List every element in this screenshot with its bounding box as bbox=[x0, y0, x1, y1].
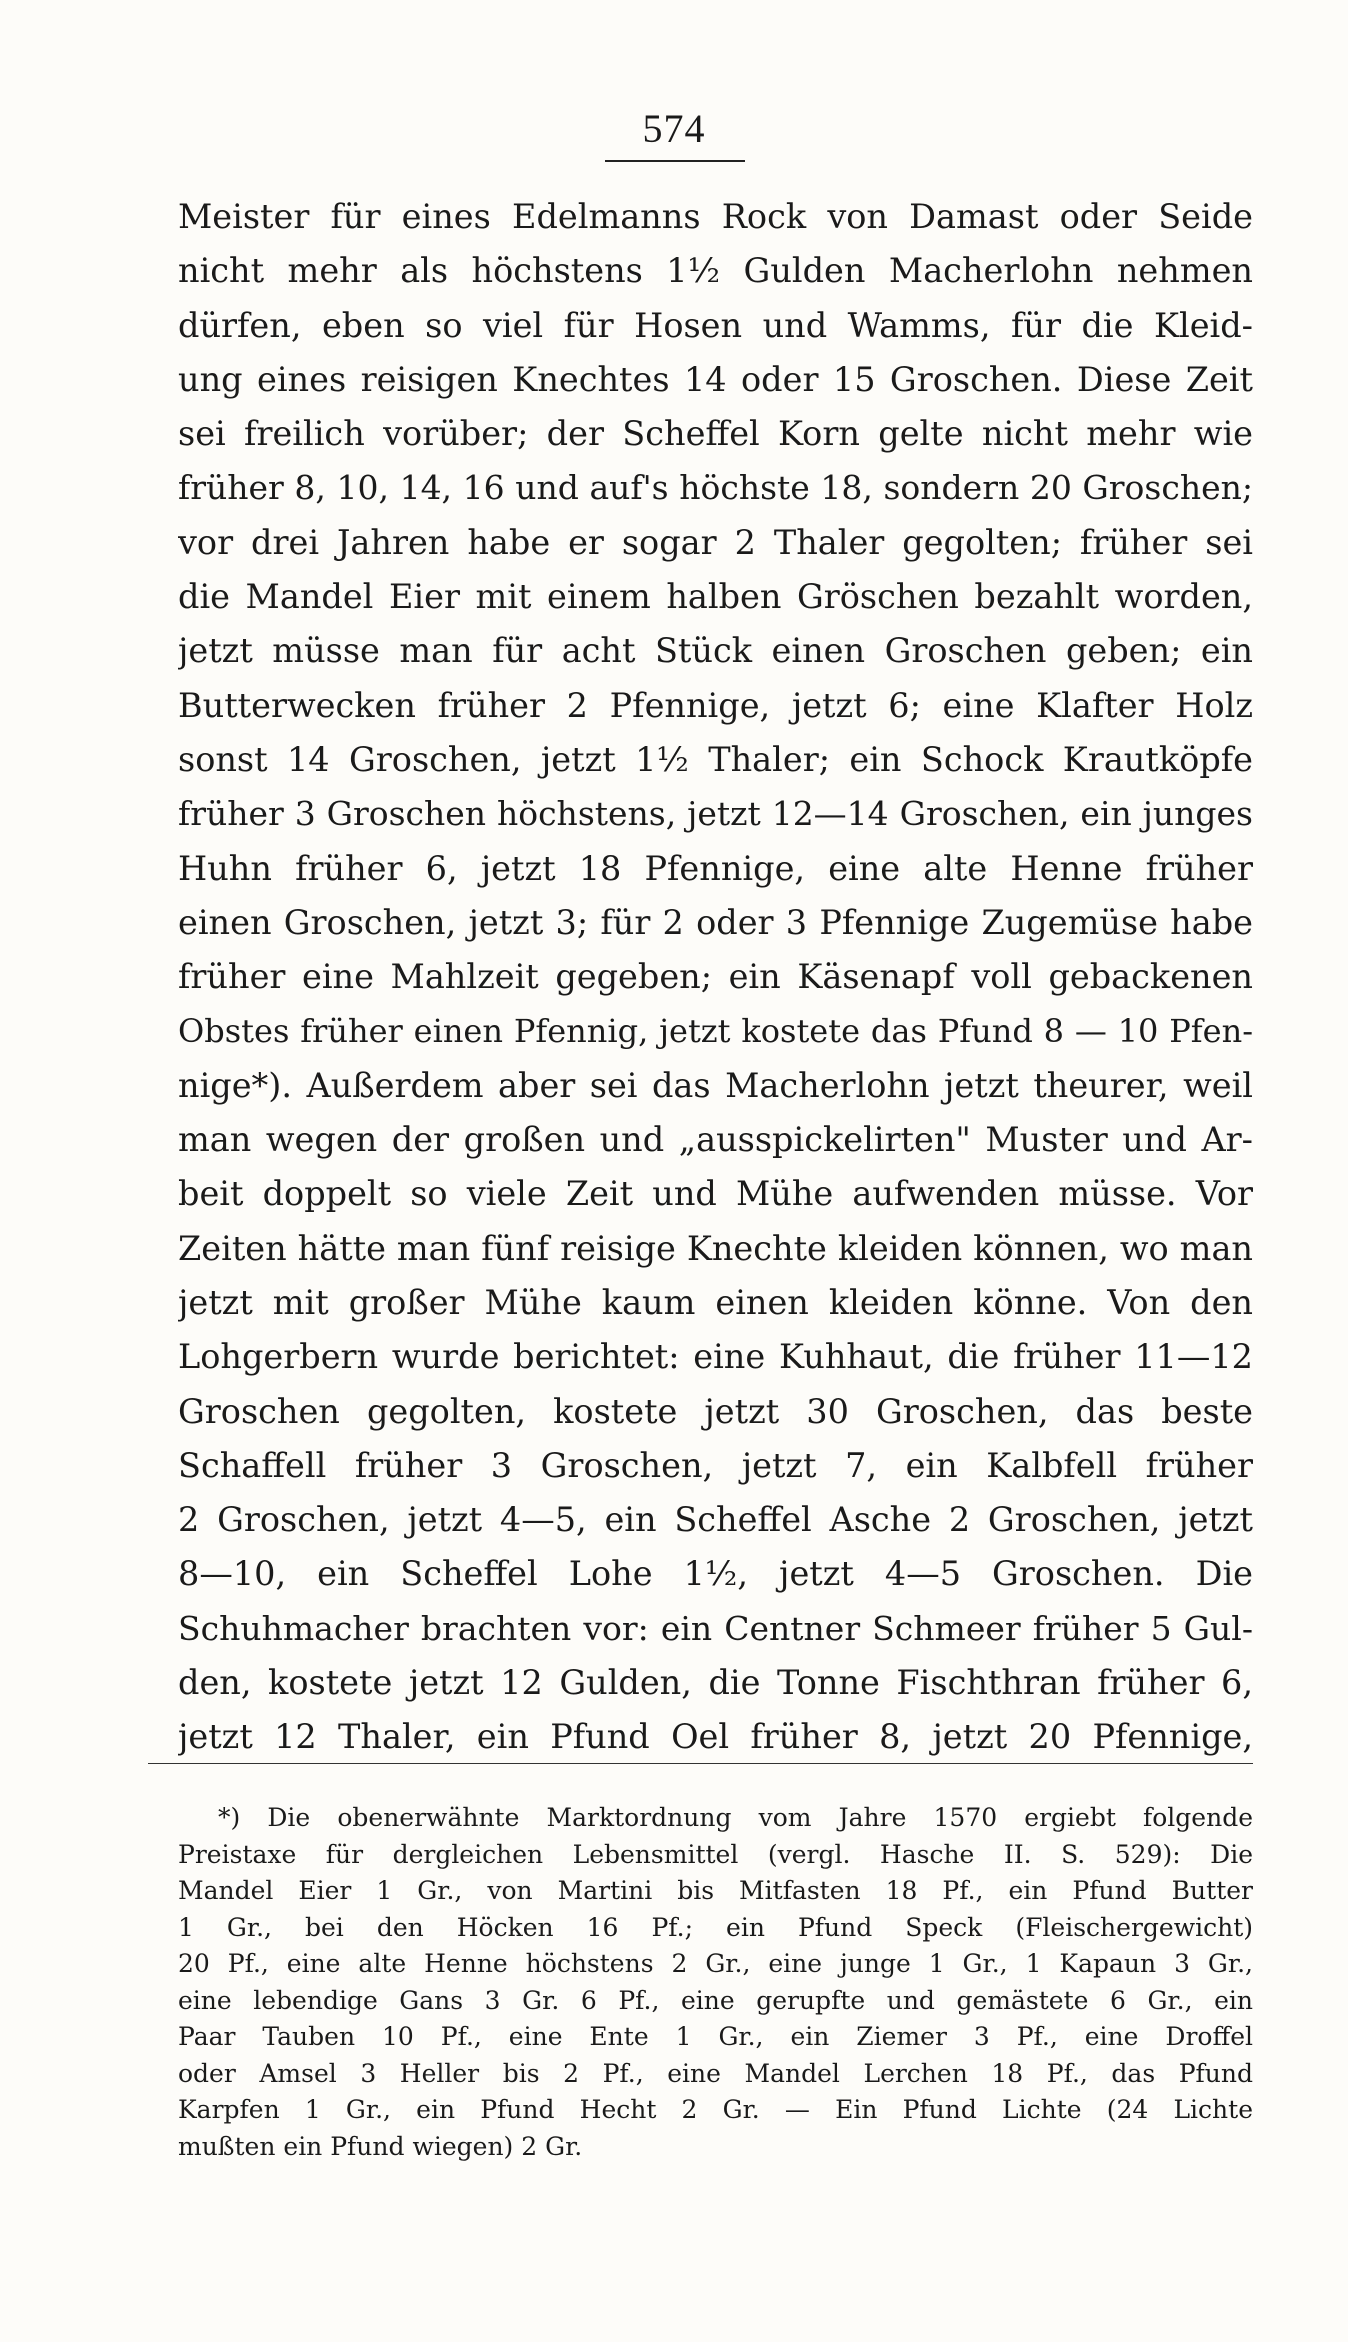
text-line: sei freilich vorüber; der Scheffel Korn gelte nicht mehr wie bbox=[178, 414, 1253, 454]
text-line: Groschen gegolten, kostete jetzt 30 Groschen, das beste bbox=[178, 1391, 1253, 1431]
footnote-line: Karpfen 1 Gr., ein Pfund Hecht 2 Gr. — Ein Pfund Lichte (24 Lichte bbox=[178, 2095, 1253, 2124]
text-line: früher eine Mahlzeit gegeben; ein Käsenapf voll gebackenen bbox=[178, 957, 1253, 997]
text-line: einen Groschen, jetzt 3; für 2 oder 3 Pfennige Zugemüse habe bbox=[178, 902, 1253, 942]
footnote-separator bbox=[148, 1763, 1253, 1764]
text-line: früher 8, 10, 14, 16 und auf's höchste 18, sondern 20 Groschen; bbox=[178, 468, 1253, 508]
text-line: beit doppelt so viele Zeit und Mühe aufwenden müsse. Vor bbox=[178, 1174, 1253, 1214]
footnote-line: *) Die obenerwähnte Marktordnung vom Jahre 1570 ergiebt folgende bbox=[218, 1803, 1253, 1832]
footnote-line: mußten ein Pfund wiegen) 2 Gr. bbox=[178, 2131, 583, 2161]
body-text bbox=[178, 190, 1253, 1765]
footnote bbox=[178, 1800, 1253, 2165]
text-line: vor drei Jahren habe er sogar 2 Thaler gegolten; früher sei bbox=[178, 522, 1253, 562]
text-line: Zeiten hätte man fünf reisige Knechte kleiden können, wo man bbox=[178, 1228, 1253, 1268]
page-number: 574 bbox=[642, 106, 706, 151]
footnote-line: Mandel Eier 1 Gr., von Martini bis Mitfasten 18 Pf., ein Pfund Butter bbox=[178, 1876, 1253, 1905]
text-line: nicht mehr als höchstens 1½ Gulden Macherlohn nehmen bbox=[178, 251, 1253, 291]
text-line: Obstes früher einen Pfennig, jetzt kostete das Pfund 8 — 10 Pfen- bbox=[178, 1012, 1253, 1051]
footnote-line: oder Amsel 3 Heller bis 2 Pf., eine Mandel Lerchen 18 Pf., das Pfund bbox=[178, 2058, 1253, 2088]
text-line: jetzt müsse man für acht Stück einen Groschen geben; ein bbox=[178, 631, 1253, 671]
text-line: früher 3 Groschen höchstens, jetzt 12—14 Groschen, ein junges bbox=[178, 794, 1253, 834]
text-line: jetzt mit großer Mühe kaum einen kleiden könne. Von den bbox=[178, 1282, 1253, 1322]
text-line: dürfen, eben so viel für Hosen und Wamms, für die Kleid- bbox=[178, 305, 1253, 345]
text-line: Meister für eines Edelmanns Rock von Damast oder Seide bbox=[178, 197, 1253, 236]
text-line: Butterwecken früher 2 Pfennige, jetzt 6; eine Klafter Holz bbox=[178, 685, 1253, 725]
text-line: den, kostete jetzt 12 Gulden, die Tonne Fischthran früher 6, bbox=[178, 1663, 1253, 1703]
footnote-line: Paar Tauben 10 Pf., eine Ente 1 Gr., ein Ziemer 3 Pf., eine Droffel bbox=[178, 2022, 1253, 2051]
text-line: nige*). Außerdem aber sei das Macherlohn jetzt theurer, weil bbox=[178, 1065, 1253, 1105]
footnote-line: 1 Gr., bei den Höcken 16 Pf.; ein Pfund Speck (Fleischergewicht) bbox=[178, 1912, 1253, 1942]
footnote-line: Preistaxe für dergleichen Lebensmittel (vergl. Hasche II. S. 529): Die bbox=[178, 1839, 1253, 1869]
text-line: man wegen der großen und „ausspickelirten" Muster und Ar- bbox=[178, 1120, 1253, 1160]
text-line: Huhn früher 6, jetzt 18 Pfennige, eine alte Henne früher bbox=[178, 848, 1253, 888]
text-line: Lohgerbern wurde berichtet: eine Kuhhaut, die früher 11—12 bbox=[178, 1337, 1253, 1377]
page-number-rule bbox=[605, 160, 745, 162]
text-line: 2 Groschen, jetzt 4—5, ein Scheffel Asche 2 Groschen, jetzt bbox=[178, 1500, 1253, 1540]
text-line: jetzt 12 Thaler, ein Pfund Oel früher 8, jetzt 20 Pfennige, bbox=[178, 1717, 1253, 1757]
text-line: Schaffell früher 3 Groschen, jetzt 7, ein Kalbfell früher bbox=[178, 1445, 1253, 1485]
text-line: sonst 14 Groschen, jetzt 1½ Thaler; ein Schock Krautköpfe bbox=[178, 739, 1253, 779]
text-line: die Mandel Eier mit einem halben Gröschen bezahlt worden, bbox=[178, 577, 1253, 617]
footnote-line: 20 Pf., eine alte Henne höchstens 2 Gr., eine junge 1 Gr., 1 Kapaun 3 Gr., bbox=[178, 1949, 1253, 1978]
text-line: Schuhmacher brachten vor: ein Centner Schmeer früher 5 Gul- bbox=[178, 1608, 1253, 1648]
text-line: 8—10, ein Scheffel Lohe 1½, jetzt 4—5 Groschen. Die bbox=[178, 1554, 1253, 1594]
text-line: ung eines reisigen Knechtes 14 oder 15 Groschen. Diese Zeit bbox=[178, 359, 1253, 399]
footnote-line: eine lebendige Gans 3 Gr. 6 Pf., eine gerupfte und gemästete 6 Gr., ein bbox=[178, 1985, 1253, 2015]
